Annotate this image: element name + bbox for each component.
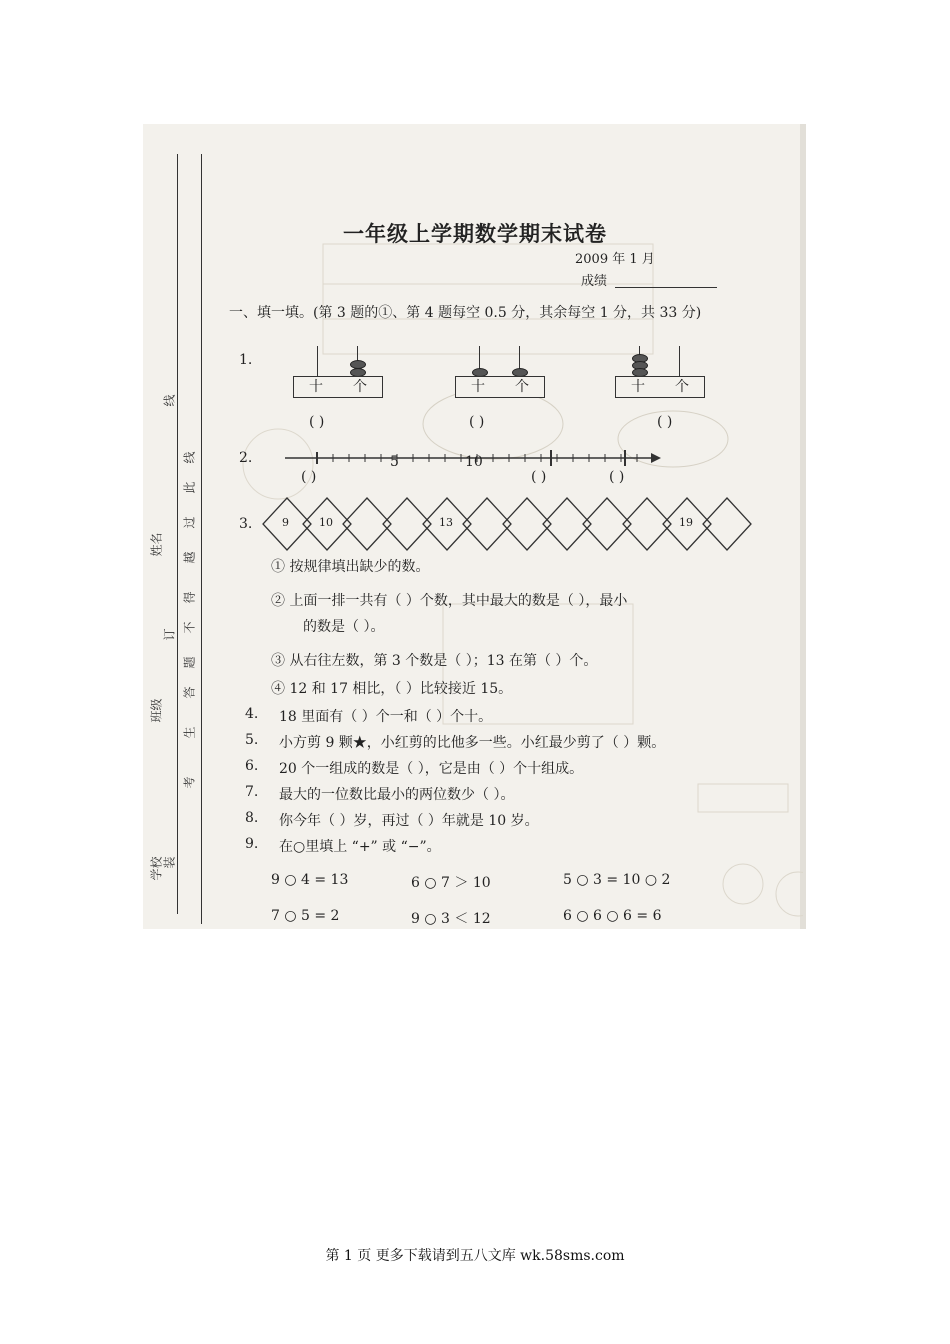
binding-school-label: 学校 (149, 856, 164, 881)
q4-text: 18 里面有（ ）个一和（ ）个十。 (279, 709, 493, 725)
scanned-exam-page (143, 124, 806, 929)
q4-number: 4. (245, 706, 259, 722)
binding-line-inner (201, 154, 202, 924)
number-line-tick-5: 5 (390, 454, 399, 470)
q3-label: 3. (239, 516, 253, 532)
q9-equation: 7 ○ 5 = 2 (271, 908, 340, 924)
q7-text: 最大的一位数比最小的两位数少（ ）。 (279, 787, 515, 803)
q9-equation: 6 ○ 6 ○ 6 = 6 (563, 908, 662, 924)
abacus-one-label: 个 (353, 379, 367, 395)
q2-answer-blank[interactable]: ( ) (301, 469, 317, 485)
q1-answer-blank[interactable]: ( ) (309, 414, 325, 430)
q3-item-4: ④ 12 和 17 相比，（ ）比较接近 15。 (271, 681, 513, 697)
exam-date: 2009 年 1 月 (575, 252, 655, 267)
q8-number: 8. (245, 810, 259, 826)
q9-equation: 6 ○ 7 ＞ 10 (411, 875, 491, 891)
q3-item-1: ① 按规律填出缺少的数。 (271, 559, 430, 575)
abacus-ten-label: 十 (471, 379, 485, 395)
abacus-frame (455, 376, 545, 398)
q9-text: 在○里填上 “+” 或 “−”。 (279, 839, 441, 855)
notice-char: 生 (182, 726, 197, 739)
abacus-one-label: 个 (675, 379, 689, 395)
abacus-frame (615, 376, 705, 398)
notice-char: 考 (182, 776, 197, 789)
q6-number: 6. (245, 758, 259, 774)
q5-number: 5. (245, 732, 259, 748)
q2-label: 2. (239, 450, 253, 466)
section-1-heading: 一、填一填。(第 3 题的①、第 4 题每空 0.5 分，其余每空 1 分，共 33 分) (229, 305, 702, 321)
abacus-frame (293, 376, 383, 398)
binding-staple-char: 订 (162, 628, 177, 641)
notice-char: 答 (182, 686, 197, 699)
q1-label: 1. (239, 352, 253, 368)
notice-char: 此 (182, 481, 197, 494)
q9-number: 9. (245, 836, 259, 852)
notice-char: 题 (182, 656, 197, 669)
notice-char: 线 (182, 451, 197, 464)
q3-item-2-cont: 的数是（ ）。 (303, 619, 385, 635)
binding-name-label: 姓名 (149, 532, 164, 557)
abacus-one-label: 个 (515, 379, 529, 395)
q1-answer-blank[interactable]: ( ) (469, 414, 485, 430)
abacus-ten-label: 十 (631, 379, 645, 395)
q7-number: 7. (245, 784, 259, 800)
binding-bind-char: 装 (162, 856, 177, 869)
abacus-ten-label: 十 (309, 379, 323, 395)
diamond-value: 19 (679, 516, 693, 529)
binding-line-outer (177, 154, 178, 914)
notice-char: 过 (182, 516, 197, 529)
notice-char: 得 (182, 591, 197, 604)
q1-answer-blank[interactable]: ( ) (657, 414, 673, 430)
binding-class-label: 班级 (149, 698, 164, 723)
page-footer: 第 1 页 更多下载请到五八文库 wk.58sms.com (325, 1248, 625, 1264)
q5-text: 小方剪 9 颗★，小红剪的比他多一些。小红最少剪了（ ）颗。 (279, 735, 666, 751)
q2-answer-blank[interactable]: ( ) (609, 469, 625, 485)
notice-char: 越 (182, 551, 197, 564)
number-line-tick-10: 10 (465, 454, 483, 470)
q3-item-2: ② 上面一排一共有（ ）个数，其中最大的数是（ ），最小 (271, 593, 628, 609)
diamond-value: 9 (282, 516, 289, 529)
q9-equation: 9 ○ 3 ＜ 12 (411, 911, 491, 927)
binding-margin (143, 124, 203, 929)
diamond-value: 10 (319, 516, 333, 529)
notice-char: 不 (182, 621, 197, 634)
q9-equation: 9 ○ 4 = 13 (271, 872, 349, 888)
exam-title: 一年级上学期数学期末试卷 (343, 221, 607, 246)
binding-line-char: 线 (162, 394, 177, 407)
diamond-row (261, 496, 781, 552)
q8-text: 你今年（ ）岁，再过（ ）年就是 10 岁。 (279, 813, 539, 829)
score-blank[interactable] (615, 287, 717, 288)
q2-answer-blank[interactable]: ( ) (531, 469, 547, 485)
diamond-value: 13 (439, 516, 453, 529)
q6-text: 20 个一组成的数是（ ），它是由（ ）个十组成。 (279, 761, 584, 777)
q9-equation: 5 ○ 3 = 10 ○ 2 (563, 872, 671, 888)
q3-item-3: ③ 从右往左数，第 3 个数是（ ）；13 在第（ ）个。 (271, 653, 598, 669)
abacus-rod (317, 346, 318, 380)
score-label: 成绩 (581, 274, 608, 289)
abacus-rod (679, 346, 680, 380)
